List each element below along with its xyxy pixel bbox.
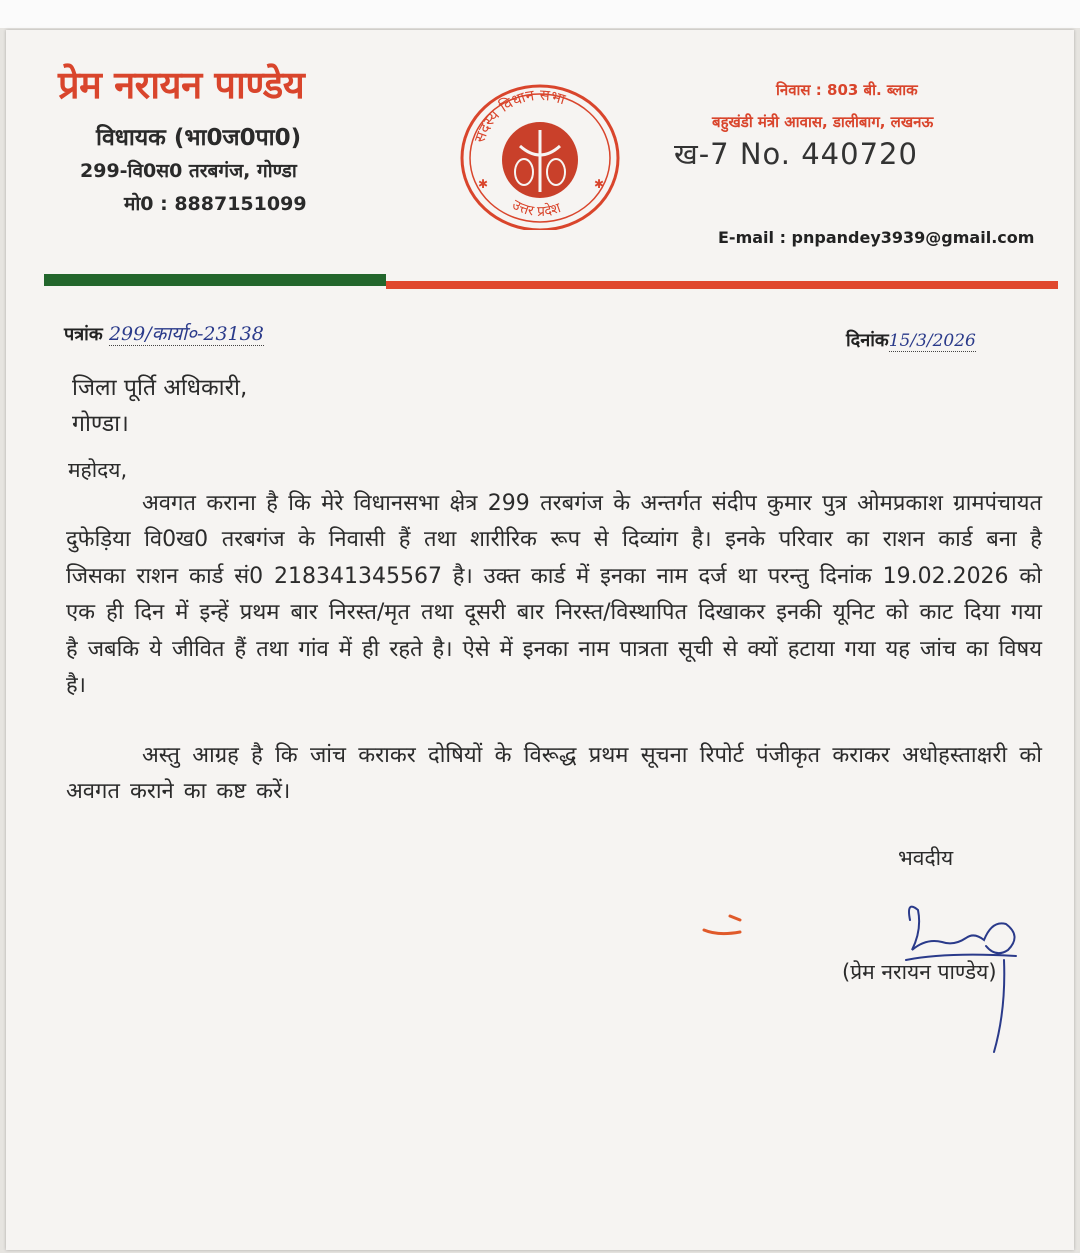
salutation: महोदय,	[68, 458, 128, 482]
letterhead-mobile: मो0 : 8887151099	[124, 193, 307, 215]
letterhead-designation: विधायक (भा0ज0पा0)	[96, 125, 302, 151]
emblem-top-text: सदस्य विधान सभा	[470, 85, 568, 145]
screen-top-bar	[0, 0, 1080, 28]
date-value: 15/3/2026	[888, 331, 976, 351]
recipient-line-1: जिला पूर्ति अधिकारी,	[72, 375, 248, 401]
signatory-name: (प्रेम नरायन पाण्डेय)	[842, 960, 997, 984]
reference-number	[64, 320, 264, 346]
header-band-red	[386, 281, 1058, 289]
letterhead-phone: ख-7 No. 440720	[674, 137, 918, 171]
emblem-bottom-text: उत्तर प्रदेश	[509, 196, 563, 221]
closing: भवदीय	[898, 846, 954, 870]
residence-line-2: बहुखंडी मंत्री आवास, डालीबाग, लखनऊ	[712, 113, 934, 131]
recipient-line-2: गोण्डा।	[72, 411, 129, 437]
svg-text:उत्तर प्रदेश	[509, 197, 563, 220]
header-band-green	[44, 274, 386, 286]
letter-page	[6, 30, 1074, 1250]
reference-label: पत्रांक	[64, 324, 103, 345]
ink-mark-icon	[700, 910, 760, 940]
letterhead-email: E-mail : pnpandey3939@gmail.com	[718, 228, 1035, 247]
body-paragraph-2: अस्तु आग्रह है कि जांच कराकर दोषियों के विरूद्ध प्रथम सूचना रिपोर्ट पंजीकृत कराकर अधोहस्ताक्षरी को अवगत कराने का कष्ट करें।	[66, 743, 1042, 805]
assembly-emblem-icon	[450, 80, 630, 230]
svg-text:✱: ✱	[478, 177, 489, 191]
body-paragraph-1: अवगत कराना है कि मेरे विधानसभा क्षेत्र 299 तरबगंज के अन्तर्गत संदीप कुमार पुत्र ओमप्रकाश ग्रामपंचायत दुफेड़िया वि0ख0 तरबगंज के निवासी हैं तथा शारीरिक रूप से दिव्यांग है। इनके परिवार का राशन कार्ड बना है जिसका राशन कार्ड सं0 218341345567 है। उक्त कार्ड में इनका नाम दर्ज था परन्तु दिनांक 19.02.2026 को एक ही दिन में इन्हें प्रथम बार निरस्त/मृत तथा दूसरी बार निरस्त/विस्थापित दिखाकर इनकी यूनिट को काट दिया गया है जबकि ये जीवित हैं तथा गांव में ही रहते है। ऐसे में इनका नाम पात्रता सूची से क्यों हटाया गया यह जांच का विषय है।	[66, 491, 1042, 699]
reference-value: 299/कार्या०-23138	[108, 323, 264, 345]
letterhead-constituency: 299-वि0स0 तरबगंज, गोण्डा	[80, 160, 297, 182]
letterhead-name: प्रेम नरायन पाण्डेय	[58, 63, 305, 107]
date-label: दिनांक	[846, 330, 889, 351]
letter-date	[846, 328, 976, 352]
svg-text:✱: ✱	[594, 177, 605, 191]
residence-line-1: निवास : 803 बी. ब्लाक	[776, 81, 918, 99]
